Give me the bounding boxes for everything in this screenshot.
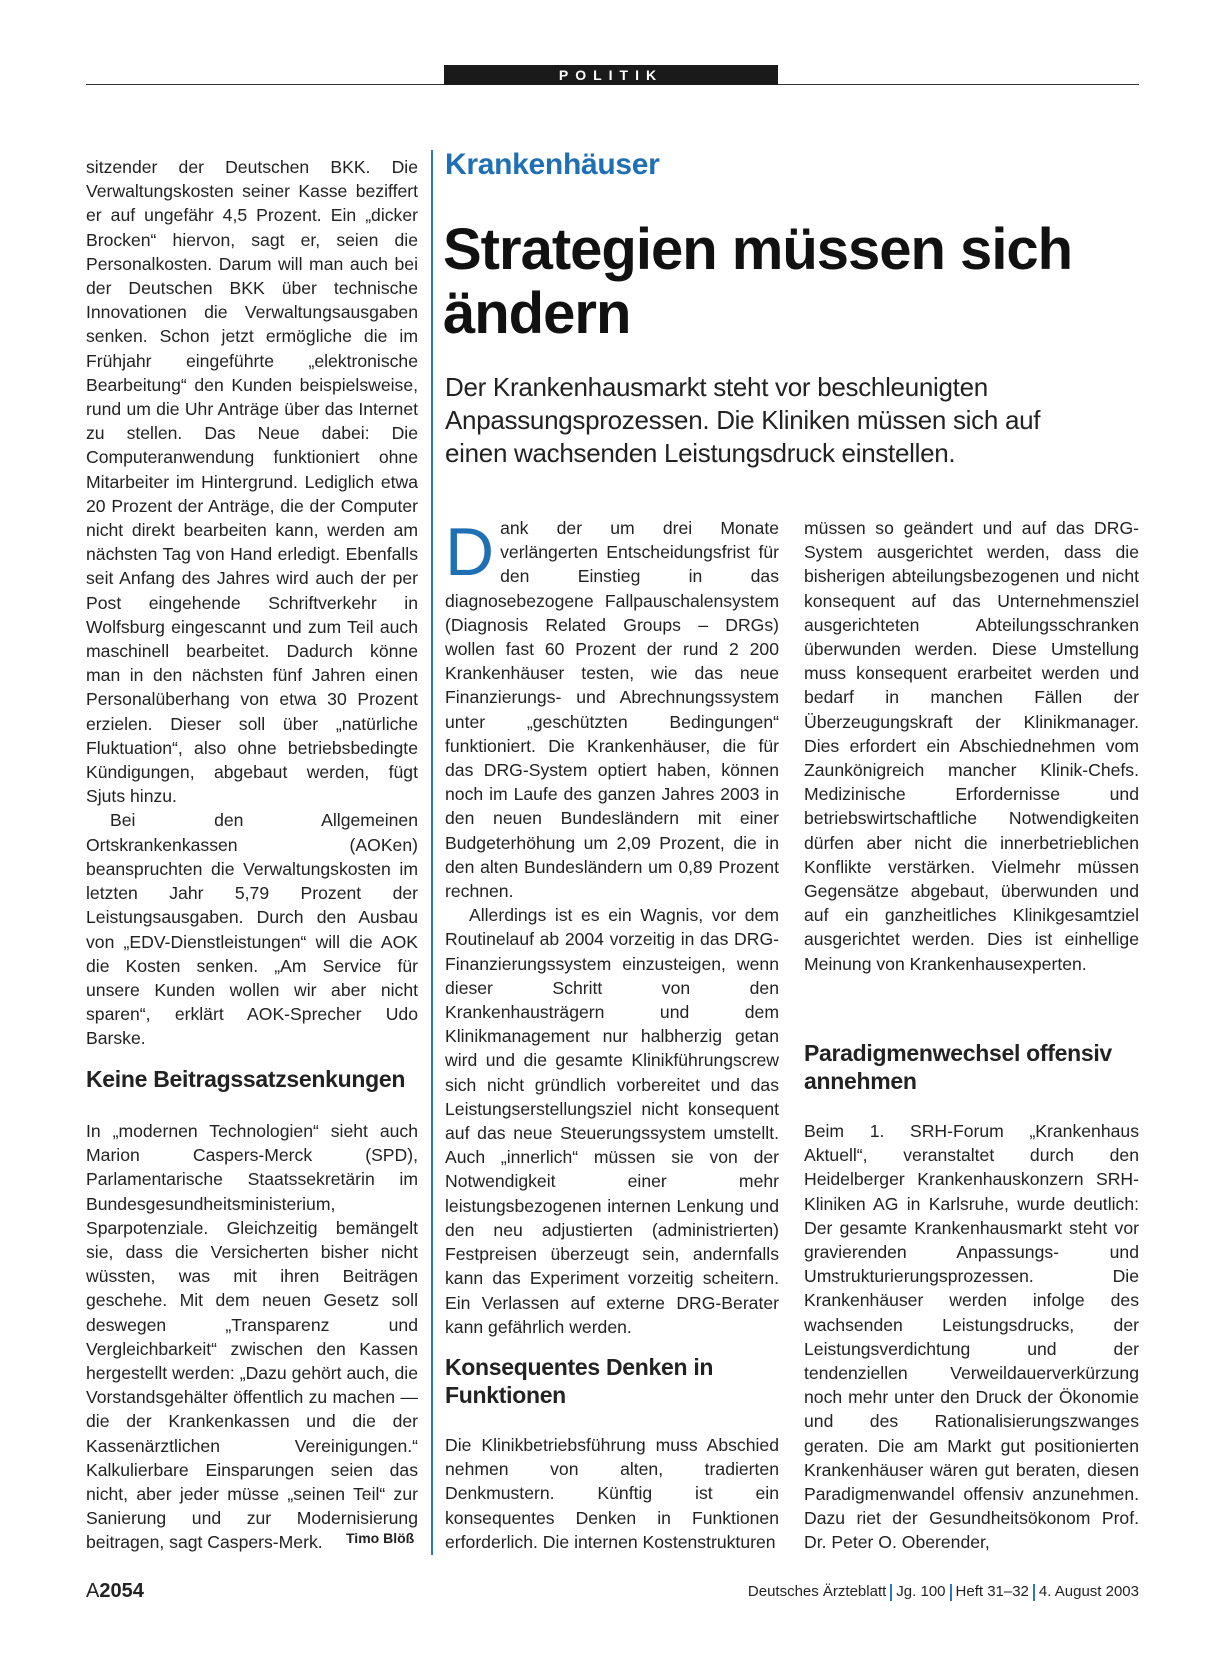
footer-separator [1033, 1584, 1035, 1601]
page-number [86, 1580, 144, 1603]
page-prefix: A [86, 1580, 100, 1602]
footer-publication: Deutsches Ärzteblatt [747, 1583, 887, 1600]
left-column-lower [86, 1119, 418, 1555]
left-paragraph-3: In „modernen Technologien“ sieht auch Marion Caspers-Merck (SPD), Parlamentarische Staatssekretärin im Bundesgesundheitsministerium, Sparpotenziale. Gleichzeitig bemängelt sie, dass die Versicherten bisher nicht wüssten, was mit ihren Beiträgen geschehe. Mit dem neuen Gesetz soll deswegen „Transparenz und Vergleichbarkeit“ zwischen den Kassen hergestellt werden: „Dazu gehört auch, die Vorstandsgehälter öffentlich zu machen — die der Krankenkassen und die der Kassenärztlichen Vereinigungen.“ Kalkulierbare Einsparungen seien das nicht, aber jeder müsse „seinen Teil“ zur Sanierung und zur Modernisierung beitragen, sagt Caspers-Merk. [86, 1121, 418, 1553]
right-paragraph-2: Beim 1. SRH-Forum „Krankenhaus Aktuell“, veranstaltet durch den Heidelberger Krankenhauskonzern SRH-Kliniken AG in Karlsruhe, wurde deutlich: Der gesamte Krankenhausmarkt steht vor gravierenden Anpassungs- und Umstrukturierungsprozessen. Die Krankenhäuser werden infolge des wachsenden Leistungsdrucks, der Leistungsverdichtung und der tendenziellen Verweildauerverkürzung noch mehr unter den Druck der Ökonomie und des Rationalisierungszwanges geraten. Die am Markt gut positionierten Krankenhäuser wären gut beraten, diesen Paradigmenwandel offensiv anzunehmen. Dazu riet der Gesundheitsökonom Prof. Dr. Peter O. Oberender, [804, 1121, 1139, 1553]
article-lede: Der Krankenhausmarkt steht vor beschleunigten Anpassungsprozessen. Die Kliniken müssen sich auf einen wachsenden Leistungsdruck einstellen. [445, 372, 1041, 468]
left-column [86, 155, 418, 1051]
footer-separator [950, 1584, 952, 1601]
left-subheading: Keine Beitragssatzsenkungen [86, 1066, 406, 1092]
footer-citation [748, 1583, 1139, 1601]
footer-issue: Heft 31–32 [955, 1583, 1029, 1600]
article-headline: Strategien müssen sich ändern [443, 217, 1073, 346]
page-number-value: 2054 [99, 1580, 144, 1602]
left-subheading-block [86, 1065, 418, 1093]
right-paragraph-1: müssen so geändert und auf das DRG-System ausgerichtet werden, dass die bisherigen abteilungsbezogenen und nicht konsequent auf das Unternehmensziel ausgerichteten Abteilungsschranken überwunden werden. Diese Umstellung muss konsequent erarbeitet werden und bedarf in manchen Fällen der Überzeugungskraft der Klinikmanager. Dies erfordert ein Abschiednehmen vom Zaunkönigreich mancher Klinik-Chefs. Medizinische Erfordernisse und betriebswirtschaftliche Notwendigkeiten dürfen aber nicht die innerbetrieblichen Konflikte verstärken. Vielmehr müssen Gegensätze abgebaut, überwunden und auf ein ganzheitliches Klinikgesamtziel ausgerichtet werden. Dies ist einhellige Meinung von Krankenhausexperten. [804, 518, 1139, 974]
right-column [804, 516, 1139, 976]
mid-paragraph-2: Allerdings ist es ein Wagnis, vor dem Routinelauf ab 2004 vorzeitig in das DRG-Finanzierungssystem einzusteigen, wenn dieser Schritt von den Krankenhausträgern und dem Klinikmanagement nur halbherzig getan wird und die gesamte Klinikführungscrew sich nicht gründlich vorbereitet und das Leistungserstellungsziel nicht konsequent auf das neue Steuerungssystem umstellt. Auch „innerlich“ müssen sie von der Notwendigkeit einer mehr leistungsbezogenen internen Lenkung und den neu adjustierten (administrierten) Festpreisen überzeugt sein, andernfalls kann das Experiment vorzeitig scheitern. Ein Verlassen auf externe DRG-Berater kann gefährlich werden. [445, 905, 779, 1337]
right-subheading-block [804, 1039, 1139, 1095]
footer-volume: Jg. 100 [896, 1583, 946, 1600]
mid-paragraph-3: Die Klinikbetriebsführung muss Abschied nehmen von alten, tradierten Denkmustern. Künftig ist ein konsequentes Denken in Funktionen erforderlich. Die internen Kostenstrukturen [445, 1435, 779, 1552]
column-divider [431, 150, 433, 1555]
drop-cap: D [445, 514, 495, 590]
middle-column-lower [445, 1433, 779, 1554]
author-credit: Timo Blöß [346, 1530, 415, 1546]
mid-paragraph-1 [445, 516, 779, 903]
article-kicker: Krankenhäuser [445, 148, 660, 181]
left-paragraph-1: sitzender der Deutschen BKK. Die Verwaltungskosten seiner Kasse beziffert er auf ungefähr 4,5 Prozent. Ein „dicker Brocken“ hiervon, sagt er, seien die Personalkosten. Darum will man auch bei der Deutschen BKK über technische Innovationen die Verwaltungsausgaben senken. Schon jetzt ermögliche die im Frühjahr eingeführte „elektronische Bearbeitung“ den Kunden beispielsweise, rund um die Uhr Anträge über das Internet zu stellen. Das Neue dabei: Die Computeranwendung funktioniert ohne Mitarbeiter im Hintergrund. Lediglich etwa 20 Prozent der Anträge, die der Computer nicht direkt bearbeiten kann, werden am nächsten Tag von Hand erledigt. Ebenfalls seit Anfang des Jahres wird auch der per Post eingehende Schriftverkehr in Wolfsburg eingescannt und zum Teil auch maschinell bearbeitet. Dadurch könne man in den nächsten fünf Jahren einen Personalüberhang von etwa 30 Prozent erzielen. Dieser soll über „natürliche Fluktuation“, also ohne betriebsbedingte Kündigungen, abgebaut werden, fügt Sjuts hinzu. [86, 157, 418, 807]
mid-subheading: Konsequentes Denken in Funktionen [445, 1354, 714, 1408]
section-label: POLITIK [444, 65, 778, 85]
footer-separator [890, 1584, 892, 1601]
left-paragraph-2: Bei den Allgemeinen Ortskrankenkassen (AOKen) beanspruchten die Verwaltungskosten im letzten Jahr 5,79 Prozent der Leistungsausgaben. Durch den Ausbau von „EDV-Dienstleistungen“ will die AOK die Kosten senken. „Am Service für unsere Kunden wollen wir aber nicht sparen“, erklärt AOK-Sprecher Udo Barske. [86, 810, 418, 1049]
mid-paragraph-1-text: ank der um drei Monate verlängerten Entscheidungsfrist für den Einstieg in das diagnosebezogene Fallpauschalensystem (Diagnosis Related Groups – DRGs) wollen fast 60 Prozent der rund 2 200 Krankenhäuser testen, wie das neue Finanzierungs- und Abrechnungssystem unter „geschützten Bedingungen“ funktioniert. Die Krankenhäuser, die für das DRG-System optiert haben, können noch im Laufe des ganzen Jahres 2003 in den neuen Bundesländern mit einer Budgeterhöhung um 2,09 Prozent, die in den alten Bundesländern um 0,89 Prozent rechnen. [445, 518, 779, 902]
right-column-lower [804, 1119, 1139, 1555]
footer-date: 4. August 2003 [1038, 1583, 1139, 1600]
middle-column [445, 516, 779, 1339]
mid-subheading-block [445, 1353, 779, 1409]
right-subheading: Paradigmenwechsel offensiv annehmen [804, 1040, 1112, 1094]
